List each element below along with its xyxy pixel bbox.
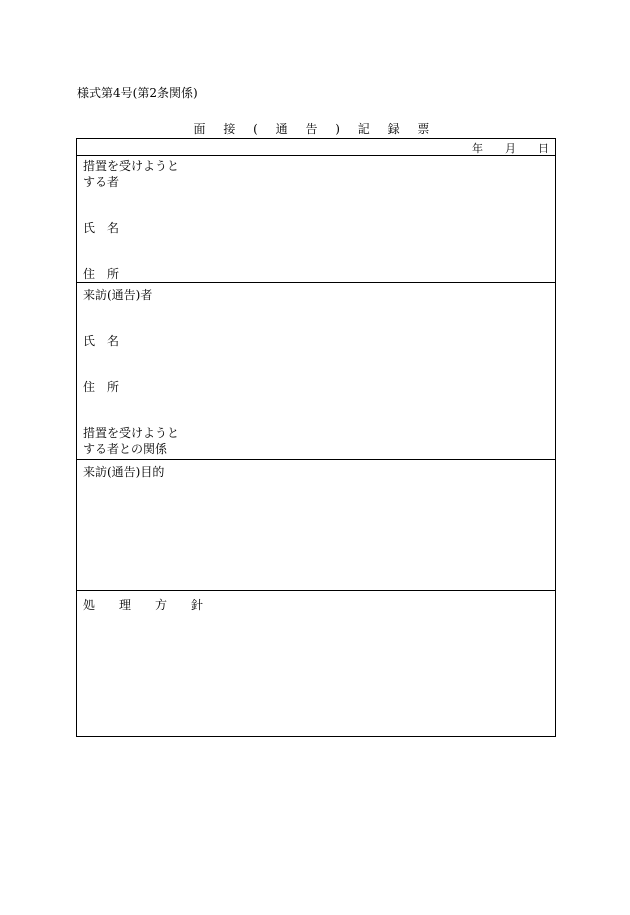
visitor-address-label: 住 所	[83, 380, 120, 394]
record-form-table	[76, 138, 556, 737]
page-title: 面 接 ( 通 告 ) 記 録 票	[193, 122, 437, 136]
subject-heading-line1: 措置を受けようと	[83, 159, 180, 173]
visitor-name-label: 氏 名	[83, 334, 120, 348]
visitor-relation-line1: 措置を受けようと	[83, 426, 180, 440]
date-field-label: 年 月 日	[472, 142, 549, 155]
policy-heading: 処 理 方 針	[83, 598, 204, 612]
handling-policy-section	[77, 590, 555, 737]
subject-name-label: 氏 名	[83, 221, 120, 235]
visitor-heading: 来訪(通告)者	[83, 288, 153, 302]
visit-purpose-section	[77, 459, 555, 590]
purpose-heading: 来訪(通告)目的	[83, 465, 165, 479]
visitor-relation-line2: する者との関係	[83, 442, 168, 456]
subject-address-label: 住 所	[83, 267, 120, 281]
form-number-label: 様式第4号(第2条関係)	[77, 86, 198, 100]
subject-person-section	[77, 155, 555, 282]
visitor-section	[77, 282, 555, 459]
date-row	[77, 139, 555, 155]
subject-heading-line2: する者	[83, 175, 120, 189]
